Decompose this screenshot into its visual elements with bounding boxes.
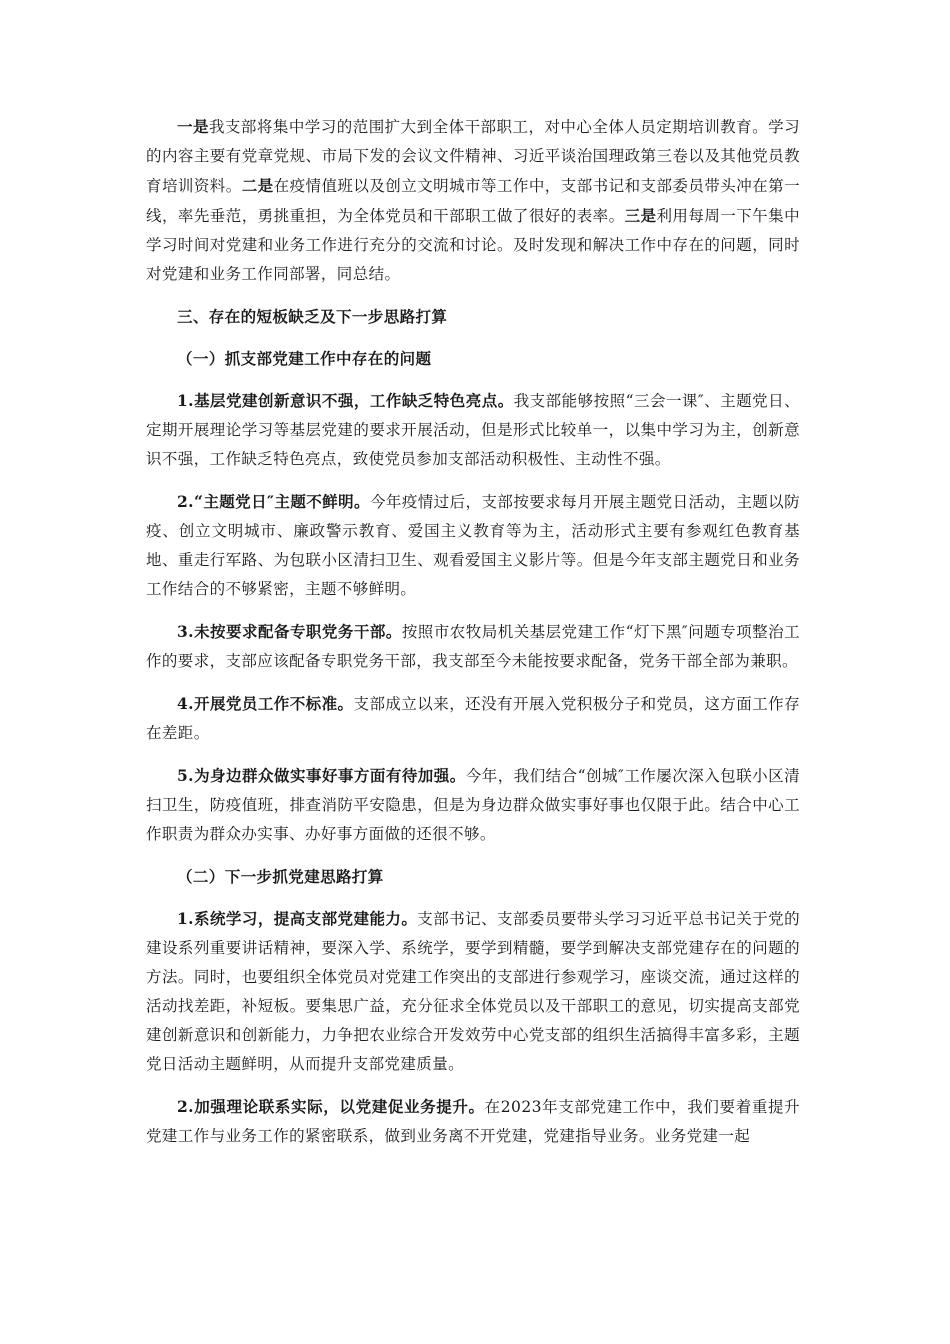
- plan-paragraph-2: [146, 1092, 800, 1151]
- problem-3-title: 3.未按要求配备专职党务干部。: [177, 622, 402, 641]
- subsection1-heading: （一）抓支部党建工作中存在的问题: [177, 349, 432, 368]
- problem-paragraph-1: [146, 386, 800, 474]
- problem-4-text: 支部成立以来，还没有开展入党积极分子和党员，这方面工作存在差距。: [146, 695, 801, 742]
- plan-2-text: 在2023年支部党建工作中，我们要着重提升党建工作与业务工作的紧密联系，做到业务离不开党建，党建指导业务。业务党建一起: [146, 1098, 800, 1145]
- problem-5-text: 今年，我们结合“创城″工作屡次深入包联小区清扫卫生，防疫值班，排查消防平安隐患，但是为身边群众做实事好事也仅限于此。结合中心工作职责为群众办实事、办好事方面做的还很不够。: [146, 767, 800, 843]
- document-body: [146, 112, 800, 1151]
- intro-s2-text: 在疫情值班以及创立文明城市等工作中，支部书记和支部委员带头冲在第一线，率先垂范，勇挑重担，为全体党员和干部职工做了很好的表率。: [146, 177, 800, 225]
- intro-s3-bold: 三是: [624, 206, 657, 225]
- problem-2-text: 今年疫情过后，支部按要求每月开展主题党日活动，主题以防疫、创立文明城市、廉政警示教育、爱国主义教育等为主，活动形式主要有参观红色教育基地、重走行军路、为包联小区清扫卫生、观看爱国主义影片等。但是今年支部主题党日和业务工作结合的不够紧密，主题不够鲜明。: [146, 493, 800, 598]
- intro-paragraph: [146, 112, 800, 289]
- plan-1-text: 支部书记、支部委员要带头学习习近平总书记关于党的建设系列重要讲话精神，要深入学、系统学，要学到精髓，要学到解决支部党建存在的问题的方法。同时，也要组织全体党员对党建工作突出的支部进行参观学习，座谈交流，通过这样的活动找差距，补短板。要集思广益，充分征求全体党员以及干部职工的意见，切实提高支部党建创新意识和创新能力，力争把农业综合开发效劳中心党支部的组织生活搞得丰富多彩，主题党日活动主题鲜明，从而提升支部党建质量。: [146, 910, 800, 1073]
- problem-1-text: 我支部能够按照“三会一课″、主题党日、定期开展理论学习等基层党建的要求开展活动，但是形式比较单一，以集中学习为主，创新意识不强，工作缺乏特色亮点，致使党员参加支部活动积极性、主动性不强。: [146, 392, 800, 468]
- problem-paragraph-4: [146, 689, 800, 748]
- problem-3-text: 按照市农牧局机关基层党建工作“灯下黑″问题专项整治工作的要求，支部应该配备专职党务干部，我支部至今未能按要求配备，党务干部全部为兼职。: [146, 623, 800, 670]
- problem-paragraph-5: [146, 761, 800, 849]
- problem-4-title: 4.开展党员工作不标准。: [177, 694, 354, 713]
- problem-paragraph-3: [146, 617, 800, 676]
- plan-1-title: 1.系统学习，提高支部党建能力。: [177, 909, 418, 928]
- problem-2-title: 2.“主题党日″主题不鲜明。: [177, 492, 370, 511]
- problem-5-title: 5.为身边群众做实事好事方面有待加强。: [177, 766, 466, 785]
- plan-paragraph-1: [146, 904, 800, 1079]
- intro-s1-text: 我支部将集中学习的范围扩大到全体干部职工，对中心全体人员定期培训教育。学习的内容主要有党章党规、市局下发的会议文件精神、习近平谈治国理政第三卷以及其他党员教育培训资料。: [146, 118, 800, 195]
- plan-2-title: 2.加强理论联系实际，以党建促业务提升。: [177, 1097, 485, 1116]
- problem-paragraph-2: [146, 487, 800, 604]
- intro-s2-bold: 二是: [241, 176, 274, 195]
- problem-1-title: 1.基层党建创新意识不强，工作缺乏特色亮点。: [177, 391, 514, 410]
- intro-s1-bold: 一是: [177, 117, 209, 136]
- intro-s3-text: 利用每周一下午集中学习时间对党建和业务工作进行充分的交流和讨论。及时发现和解决工作中存在的问题，同时对党建和业务工作同部署，同总结。: [146, 207, 800, 283]
- section3-heading: 三、存在的短板缺乏及下一步思路打算: [177, 307, 448, 326]
- subsection2-heading: （二）下一步抓党建思路打算: [177, 867, 384, 886]
